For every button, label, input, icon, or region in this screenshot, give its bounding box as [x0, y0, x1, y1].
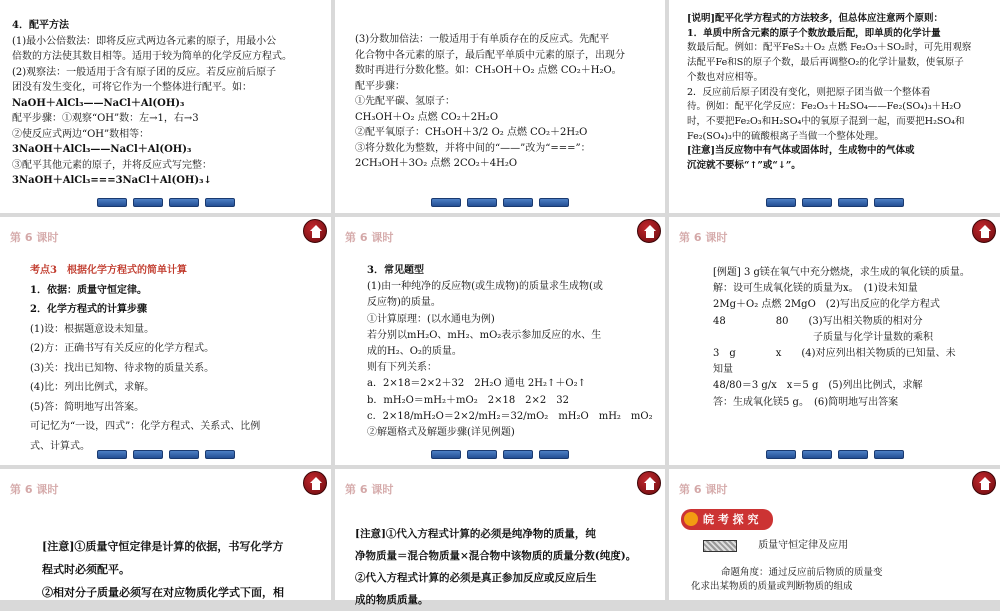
- s3-line: 2．反应前后原子团没有变化，则把原子团当做一个整体看: [687, 86, 931, 98]
- s1-line: 配平步骤：①观察“OH”数：左→1，右→3: [12, 113, 199, 124]
- s5-line: 成的H₂、O₂的质量。: [367, 345, 462, 357]
- s4-line: (1)设：根据题意设未知量。: [30, 323, 155, 335]
- slide-header-label: 第 6 课时: [345, 483, 394, 496]
- s7-line: 程式时必须配平。: [42, 563, 130, 577]
- nav-button[interactable]: [539, 450, 569, 459]
- topic-row: [681, 538, 990, 554]
- slide-nav: [669, 450, 1000, 459]
- nav-button[interactable]: [169, 450, 199, 459]
- s1-line: (1)最小公倍数法：即将反应式两边各元素的原子，用最小公: [12, 35, 277, 47]
- s4-line: 1．依据：质量守恒定律。: [30, 284, 147, 296]
- s2-line: 配平步骤：: [355, 80, 405, 92]
- s3-line: 时，不要把Fe₂O₃和H₂SO₄中的氧原子混到一起，而要把H₂SO₄和: [687, 116, 965, 128]
- nav-button[interactable]: [205, 198, 235, 207]
- nav-button[interactable]: [431, 450, 461, 459]
- s8-line: 净物质量＝混合物质量×混合物中该物质的质量分数(纯度)。: [355, 550, 637, 563]
- s4-line: (5)答：简明地写出答案。: [30, 401, 145, 413]
- nav-button[interactable]: [539, 198, 569, 207]
- s6-line: 48 80 (3)写出相关物质的相对分: [713, 315, 923, 327]
- s2-line: 化合物中各元素的原子，最后配平单质中元素的原子，出现分: [355, 49, 625, 61]
- nav-button[interactable]: [97, 450, 127, 459]
- s5-line: a．2×18＝2×2＋32 2H₂O 通电 2H₂↑＋O₂↑: [367, 378, 586, 390]
- slide-header: [669, 217, 1000, 251]
- nav-button[interactable]: [802, 198, 832, 207]
- s3-line: 沉淀就不要标“↑”或“↓”。: [687, 160, 801, 172]
- nav-button[interactable]: [205, 450, 235, 459]
- home-icon[interactable]: [637, 219, 661, 243]
- s7-line: [注意]①质量守恒定律是计算的依据，书写化学方: [42, 540, 284, 553]
- nav-button[interactable]: [766, 450, 796, 459]
- s3-line: 个数也对应相等。: [687, 71, 764, 83]
- slide-1: [0, 0, 331, 213]
- slide-header: [335, 469, 665, 503]
- slide-7: [0, 469, 331, 600]
- s5-line: (1)由一种纯净的反应物(或生成物)的质量求生成物(或: [367, 281, 603, 293]
- nav-button[interactable]: [874, 198, 904, 207]
- nav-button[interactable]: [467, 198, 497, 207]
- slide-nav: [335, 198, 665, 207]
- slide-header-label: 第 6 课时: [345, 231, 394, 244]
- home-icon[interactable]: [972, 471, 996, 495]
- s3-line: 待。例如：配平化学反应：Fe₂O₃＋H₂SO₄——Fe₂(SO₄)₃＋H₂O: [687, 101, 962, 113]
- home-icon[interactable]: [303, 471, 327, 495]
- nav-button[interactable]: [133, 450, 163, 459]
- s2-line: ①先配平碳、氢原子：: [355, 96, 455, 107]
- slide-4: [0, 217, 331, 465]
- s2-line: ②配平氧原子：CH₃OH＋3/2 O₂ 点燃 CO₂＋2H₂O: [355, 127, 588, 138]
- slide-header: [335, 217, 665, 251]
- slide-header-label: 第 6 课时: [679, 483, 728, 496]
- nav-button[interactable]: [503, 450, 533, 459]
- s1-line: ③配平其他元素的原子，并将反应式写完整：: [12, 159, 212, 171]
- s6-line: 解：设可生成氧化镁的质量为x。 (1)设未知量: [713, 283, 918, 295]
- nav-button[interactable]: [874, 450, 904, 459]
- s2-line: 数时再进行分数化整。如：CH₃OH＋O₂ 点燃 CO₂＋H₂O。: [355, 65, 622, 76]
- slide-9-body: [681, 509, 990, 595]
- s2-line: CH₃OH＋O₂ 点燃 CO₂＋2H₂O: [355, 111, 499, 123]
- s6-line: 2Mg＋O₂ 点燃 2MgO (2)写出反应的化学方程式: [713, 299, 940, 311]
- nav-button[interactable]: [431, 198, 461, 207]
- slide-3: [669, 0, 1000, 213]
- slide-5: [335, 217, 665, 465]
- s3-line: 法配平Fe和S的原子个数，最后再调整O₂的化学计量数，使氧原子: [687, 57, 964, 69]
- slide-7-body: [42, 535, 321, 604]
- slide-9: [669, 469, 1000, 600]
- slide-nav: [335, 450, 665, 459]
- slide-header-label: 第 6 课时: [679, 231, 728, 244]
- s6-line: 3 g x (4)对应列出相关物质的已知量、未: [713, 347, 956, 359]
- s5-line: b．mH₂O＝mH₂＋mO₂ 2×18 2×2 32: [367, 394, 570, 406]
- slide-2-body: [355, 32, 655, 172]
- topic-tag-icon: [703, 540, 737, 552]
- s6-line: 答：生成氧化镁5 g。 (6)简明地写出答案: [713, 396, 899, 408]
- slide-4-body: [30, 261, 321, 456]
- s5-line: 3．常见题型: [367, 265, 424, 276]
- s1-line: 3NaOH＋AlCl₃===3NaCl＋Al(OH)₃↓: [12, 175, 212, 186]
- s6-line: 48/80＝3 g/x x＝5 g (5)列出比例式，求解: [713, 380, 923, 392]
- s1-line: 3NaOH＋AlCl₃——NaCl＋Al(OH)₃: [12, 144, 192, 155]
- slide-6-body: [713, 265, 990, 411]
- slide-header: [0, 217, 331, 251]
- s5-line: ②解题格式及解题步骤(详见例题): [367, 426, 515, 438]
- s4-line: (2)方：正确书写有关反应的化学方程式。: [30, 343, 215, 354]
- slide-2: [335, 0, 665, 213]
- slide-6: [669, 217, 1000, 465]
- s1-line: NaOH＋AlCl₃——NaCl＋Al(OH)₃: [12, 97, 185, 109]
- s6-line: 子质量与化学计量数的乘积: [813, 331, 933, 343]
- s2-line: 2CH₃OH＋3O₂ 点燃 2CO₂＋4H₂O: [355, 158, 518, 169]
- home-icon[interactable]: [637, 471, 661, 495]
- slide-1-body: [12, 18, 321, 189]
- s1-line: (2)观察法：一般适用于含有原子团的反应。若反应前后原子: [12, 66, 277, 78]
- slide-8: [335, 469, 665, 607]
- topic-label: 质量守恒定律及应用: [758, 540, 849, 552]
- home-icon[interactable]: [303, 219, 327, 243]
- s3-line: [注意]当反应物中有气体或固体时，生成物中的气体或: [687, 145, 915, 157]
- s5-line: 反应物)的质量。: [367, 297, 441, 309]
- s2-line: ③将分数化为整数，并将中间的“——”改为“===”：: [355, 142, 591, 154]
- s5-line: ①计算原理：(以水通电为例): [367, 313, 495, 325]
- slide-nav: [0, 450, 331, 459]
- s5-line: 则有下列关系：: [367, 362, 437, 374]
- s4-line: (4)比：列出比例式，求解。: [30, 382, 155, 393]
- nav-button[interactable]: [802, 450, 832, 459]
- s4-line: 可记忆为“一设，四式”：化学方程式、关系式、比例: [30, 421, 261, 432]
- slide-header: [669, 469, 1000, 503]
- topic-note: 化求出某物质的质量或判断物质的组成: [691, 581, 853, 593]
- slide-5-body: [367, 263, 655, 441]
- nav-button[interactable]: [467, 450, 497, 459]
- slide-3-body: [687, 12, 990, 174]
- s8-line: ②代入方程式计算的必须是真正参加反应或反应后生: [355, 572, 597, 585]
- s6-line: 知量: [713, 364, 733, 376]
- s1-line: 团没有发生变化，可将它作为一个整体进行配平。如：: [12, 82, 252, 93]
- s2-line: (3)分数加倍法：一般适用于有单质存在的反应式。先配平: [355, 34, 610, 45]
- s3-line: Fe₂(SO₄)₃中的硫酸根离子当做一个整体处理。: [687, 130, 884, 142]
- s8-line: [注意]①代入方程式计算的必须是纯净物的质量，纯: [355, 528, 596, 540]
- s4-line: 2．化学方程式的计算步骤: [30, 304, 147, 315]
- nav-button[interactable]: [97, 198, 127, 207]
- s3-line: 1．单质中所含元素的原子个数放最后配，即单质的化学计量: [687, 27, 941, 39]
- slide-nav: [0, 198, 331, 207]
- s1-line: 倍数的方法使其数目相等。适用于较为简单的化学反应方程式。: [12, 51, 292, 62]
- nav-button[interactable]: [133, 198, 163, 207]
- s5-line: c．2×18/mH₂O＝2×2/mH₂＝32/mO₂ mH₂O mH₂ mO₂: [367, 410, 653, 422]
- slide-header-label: 第 6 课时: [10, 483, 59, 496]
- section-pill: 皖 考 探 究: [681, 509, 773, 530]
- s1-line: 4．配平方法: [12, 20, 69, 31]
- nav-button[interactable]: [503, 198, 533, 207]
- s7-line: ②相对分子质量必须写在对应物质化学式下面，相: [42, 586, 284, 600]
- s3-line: 数最后配。例如：配平FeS₂＋O₂ 点燃 Fe₂O₃＋SO₂时，可先用观察: [687, 42, 972, 54]
- topic-note: 命题角度：通过反应前后物质的质量变: [721, 566, 883, 578]
- slide-header: [0, 469, 331, 503]
- s3-line: [说明]配平化学方程式的方法较多，但总体应注意两个原则：: [687, 13, 943, 24]
- s8-line: 成的物质质量。: [355, 594, 429, 607]
- s6-line: [例题] 3 g镁在氧气中充分燃烧，求生成的氧化镁的质量。: [713, 267, 970, 278]
- home-icon[interactable]: [972, 219, 996, 243]
- nav-button[interactable]: [169, 198, 199, 207]
- s4-line: 式、计算式。: [30, 440, 90, 452]
- slide-header-label: 第 6 课时: [10, 231, 59, 244]
- nav-button[interactable]: [838, 450, 868, 459]
- s4-line: (3)关：找出已知物、待求物的质量关系。: [30, 362, 215, 374]
- s1-line: ②使反应式两边“OH”数相等：: [12, 128, 150, 140]
- slide-nav: [669, 198, 1000, 207]
- nav-button[interactable]: [838, 198, 868, 207]
- nav-button[interactable]: [766, 198, 796, 207]
- s4-line: 考点3 根据化学方程式的简单计算: [30, 265, 187, 276]
- slide-8-body: [355, 523, 655, 611]
- s5-line: 若分别以mH₂O、mH₂、mO₂表示参加反应的水、生: [367, 329, 602, 341]
